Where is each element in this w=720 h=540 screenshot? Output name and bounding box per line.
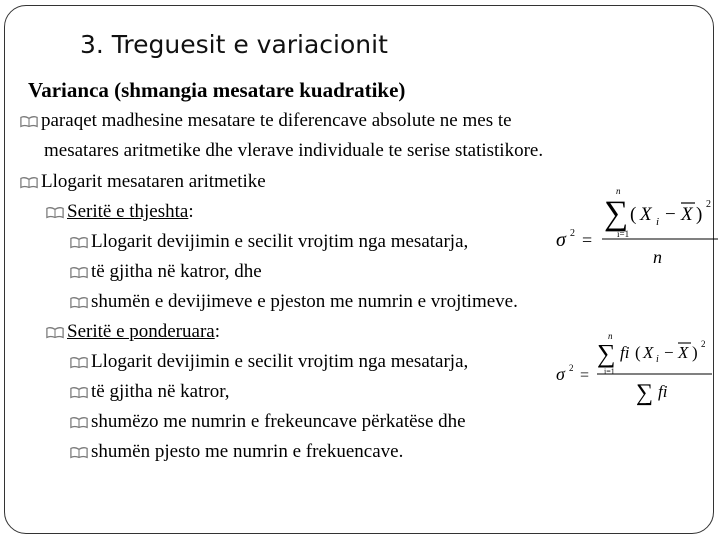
denominator-fi: fi: [658, 382, 668, 401]
bullet-text: shumën pjesto me numrin e frekuencave.: [91, 441, 404, 462]
summation-sign: ∑: [597, 339, 616, 368]
variance-formula-weighted: [552, 330, 717, 408]
bullet-line-1-cont: [44, 140, 543, 162]
bullet-line-1: [20, 110, 512, 132]
open-book-icon: [70, 444, 88, 460]
weight-fi: fi: [620, 343, 630, 362]
slide-title: 3. Treguesit e variacionit: [80, 30, 388, 59]
mean-x: X: [678, 343, 689, 362]
step-2-weighted: [70, 381, 230, 403]
sigma-symbol: σ: [556, 364, 565, 384]
open-book-icon: [20, 113, 38, 129]
bullet-text: të gjitha në katror, dhe: [91, 261, 262, 282]
open-book-icon: [70, 234, 88, 250]
summation-sign: ∑: [604, 195, 629, 232]
sum-upper-limit: n: [616, 186, 621, 196]
square-exp: 2: [701, 339, 706, 349]
var-x-sub: i: [656, 354, 659, 365]
summation-sign: ∑: [636, 380, 654, 406]
square-exp: 2: [706, 199, 711, 210]
heading-colon: :: [214, 321, 220, 342]
heading-colon: :: [188, 201, 194, 222]
section-heading-simple: Seritë e thjeshta: [67, 201, 189, 222]
sum-upper-limit: n: [608, 331, 613, 341]
bullet-line-2: [20, 171, 266, 193]
variance-formula-simple: [550, 182, 720, 268]
minus-sign: −: [664, 343, 674, 362]
mean-x: X: [681, 204, 693, 225]
sum-lower-limit: i=1: [617, 229, 630, 239]
equals-sign: =: [580, 367, 590, 384]
minus-sign: −: [665, 204, 676, 225]
bullet-text: Llogarit devijimin e secilit vrojtim nga mesatarja,: [91, 351, 469, 372]
sigma-symbol: σ: [556, 229, 566, 251]
bullet-text: Llogarit devijimin e secilit vrojtim nga mesatarja,: [91, 231, 469, 252]
bullet-text: Llogarit mesataren aritmetike: [41, 171, 266, 192]
sub-bullet-simple: [46, 201, 194, 223]
open-book-icon: [70, 384, 88, 400]
equals-sign: =: [582, 230, 593, 250]
sum-lower-limit: i=1: [604, 367, 615, 376]
slide-subtitle: Varianca (shmangia mesatare kuadratike): [28, 78, 406, 102]
sigma-exp: 2: [570, 228, 575, 239]
step-3-weighted: [70, 411, 466, 433]
var-x: X: [640, 204, 652, 225]
var-x: X: [643, 343, 654, 362]
section-heading-weighted: Seritë e ponderuara: [67, 321, 215, 342]
open-book-icon: [70, 414, 88, 430]
open-book-icon: [46, 204, 64, 220]
bullet-text: paraqet madhesine mesatare te diferencave absolute ne mes te: [41, 110, 512, 131]
bullet-text: shumën e devijimeve e pjeston me numrin e vrojtimeve.: [91, 291, 518, 312]
bullet-text: të gjitha në katror,: [91, 381, 230, 402]
open-book-icon: [46, 324, 64, 340]
sub-bullet-weighted: [46, 321, 220, 343]
lparen: (: [630, 204, 637, 225]
open-book-icon: [70, 294, 88, 310]
step-1-simple: [70, 231, 468, 253]
lparen: (: [635, 343, 641, 362]
bullet-text: mesatares aritmetike dhe vlerave individuale te serise statistikore.: [44, 140, 544, 161]
open-book-icon: [70, 264, 88, 280]
step-2-simple: [70, 261, 262, 283]
denominator-n: n: [653, 247, 662, 267]
rparen: ): [696, 204, 703, 225]
step-3-simple: [70, 291, 518, 313]
open-book-icon: [70, 354, 88, 370]
var-x-sub: i: [656, 216, 660, 228]
step-4-weighted: [70, 441, 403, 463]
open-book-icon: [20, 174, 38, 190]
sigma-exp: 2: [569, 363, 574, 373]
rparen: ): [692, 343, 698, 362]
step-1-weighted: [70, 351, 468, 373]
bullet-text: shumëzo me numrin e frekeuncave përkatëse dhe: [91, 411, 466, 432]
